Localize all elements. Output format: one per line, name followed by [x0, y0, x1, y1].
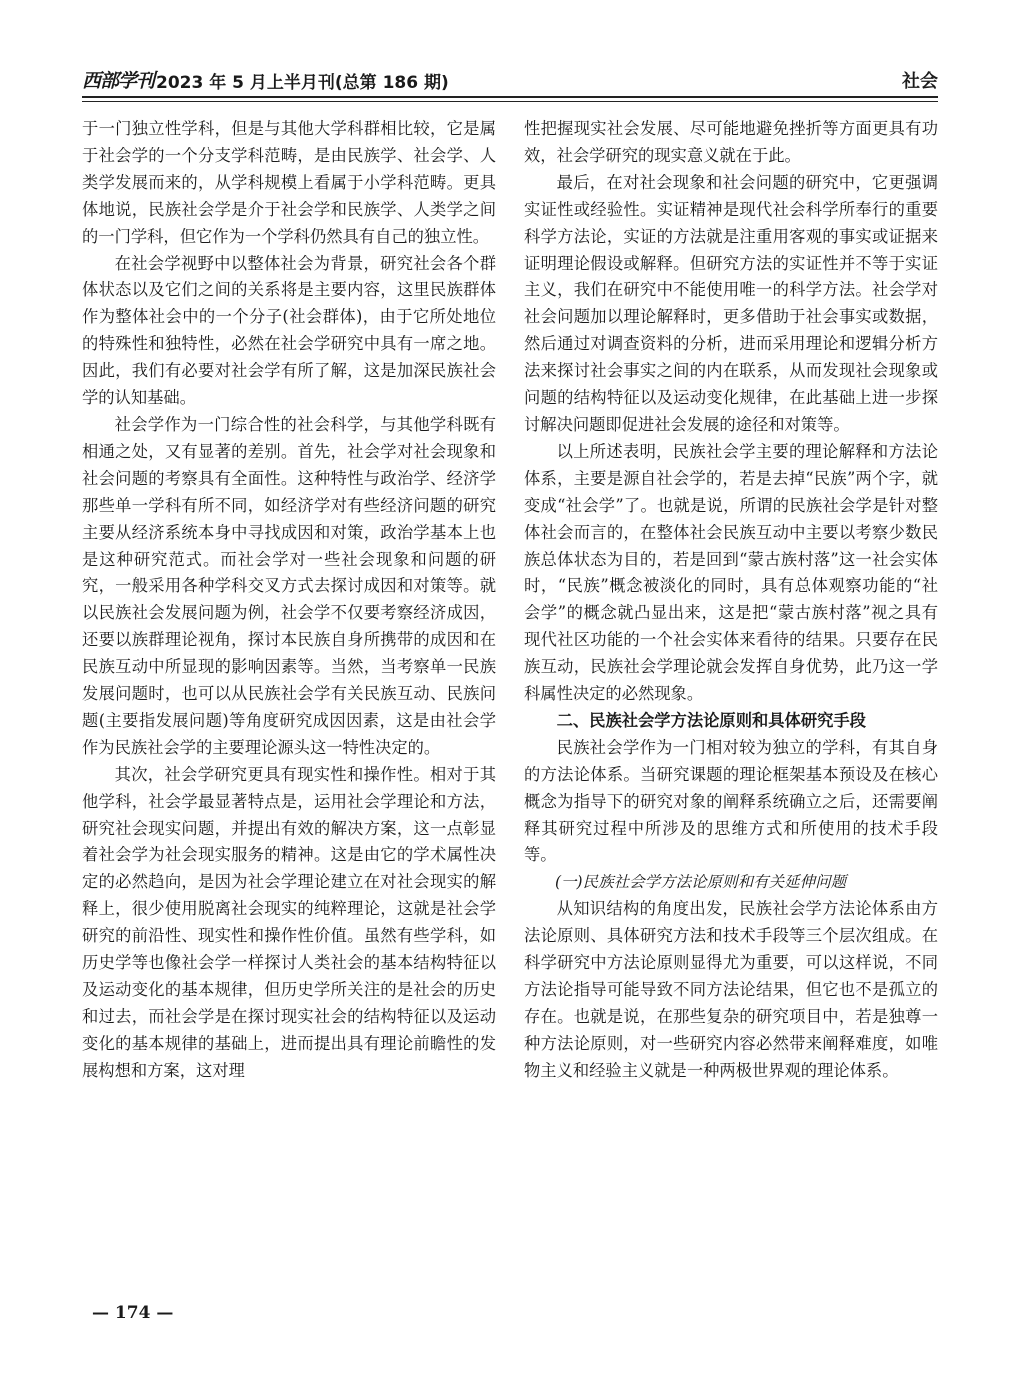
paragraph: 在社会学视野中以整体社会为背景，研究社会各个群体状态以及它们之间的关系将是主要内容，这里民族群体作为整体社会中的一个分子(社会群体)，由于它所处地位的特殊性和独特性，必然在社会学研究中具有一席之地。因此，我们有必要对社会学有所了解，这是加深民族社会学的认知基础。	[82, 253, 496, 408]
paragraph: 其次，社会学研究更具有现实性和操作性。相对于其他学科，社会学最显著特点是，运用社会学理论和方法，研究社会现实问题，并提出有效的解决方案，这一点彰显着社会学为社会现实服务的精神。这是由它的学术属性决定的必然趋向，是因为社会学理论建立在对社会现实的解释上，很少使用脱离社会现实的纯粹理论，这就是社会学研究的前沿性、现实性和操作性价值。虽然有些学科，如历史学等也像社会学一样探讨人类社会的基本结构特征以及运动变化的基本规律，但历史学所关注的是社会的历史和过去，而社会学是在探讨现实社会的结构特征以及运动变化的基本规律的基础上，进而提出具有理论前瞻性的发展构想和方案，这对理	[82, 764, 496, 1080]
paragraph: 社会学作为一门综合性的社会科学，与其他学科既有相通之处，又有显著的差别。首先，社会学对社会现象和社会问题的考察具有全面性。这种特性与政治学、经济学那些单一学科有所不同，如经济学对有些经济问题的研究主要从经济系统本身中寻找成因和对策，政治学基本上也是这种研究范式。而社会学对一些社会现象和问题的研究，一般采用各种学科交叉方式去探讨成因和对策等。就以民族社会发展问题为例，社会学不仅要考察经济成因，还要以族群理论视角，探讨本民族自身所携带的成因和在民族互动中所显现的影响因素等。当然，当考察单一民族发展问题时，也可以从民族社会学有关民族互动、民族问题(主要指发展问题)等角度研究成因因素，这是由社会学作为民族社会学的主要理论源头这一特性决定的。	[82, 414, 496, 757]
journal-logo: 西部学刊	[82, 70, 155, 92]
subsection-heading: (一)民族社会学方法论原则和有关延伸问题	[555, 873, 847, 892]
paragraph: 民族社会学作为一门相对较为独立的学科，有其自身的方法论体系。当研究课题的理论框架基本预设及在核心概念为指导下的研究对象的阐释系统确立之后，还需要阐释其研究过程中所涉及的思维方式和所使用的技术手段等。	[524, 737, 938, 865]
left-column	[82, 116, 496, 1085]
right-column	[524, 116, 938, 1085]
page-number: — 174 —	[92, 1303, 174, 1323]
header-left	[82, 66, 449, 93]
paragraph: 最后，在对社会现象和社会问题的研究中，它更强调实证性或经验性。实证精神是现代社会科学所奉行的重要科学方法论，实证的方法就是注重用客观的事实或证据来证明理论假设或解释。但研究方法的实证性并不等于实证主义，我们在研究中不能使用唯一的科学方法。社会学对社会问题加以理论解释时，更多借助于社会事实或数据，然后通过对调查资料的分析，进而采用理论和逻辑分析方法来探讨社会事实之间的内在联系，从而发现社会现象或问题的结构特征以及运动变化规律，在此基础上进一步探讨解决问题即促进社会发展的途径和对策等。	[524, 172, 938, 434]
issue-info: 2023 年 5 月上半月刊(总第 186 期)	[156, 73, 449, 93]
section-heading: 二、民族社会学方法论原则和具体研究手段	[556, 710, 866, 730]
paragraph: 性把握现实社会发展、尽可能地避免挫折等方面更具有功效，社会学研究的现实意义就在于此。	[524, 119, 938, 165]
paragraph: 以上所述表明，民族社会学主要的理论解释和方法论体系，主要是源自社会学的，若是去掉“民族”两个字，就变成“社会学”了。也就是说，所谓的民族社会学是针对整体社会而言的，在整体社会民族互动中主要以考察少数民族总体状态为目的，若是回到“蒙古族村落”这一社会实体时，“民族”概念被淡化的同时，具有总体观察功能的“社会学”的概念就凸显出来，这是把“蒙古族村落”视之具有现代社区功能的一个社会实体来看待的结果。只要存在民族互动，民族社会学理论就会发挥自身优势，此乃这一学科属性决定的必然现象。	[524, 441, 938, 704]
paragraph: 从知识结构的角度出发，民族社会学方法论体系由方法论原则、具体研究方法和技术手段等三个层次组成。在科学研究中方法论原则显得尤为重要，可以这样说，不同方法论指导可能导致不同方法论结果，但它也不是孤立的存在。也就是说，在那些复杂的研究项目中，若是独尊一种方法论原则，对一些研究内容必然带来阐释难度，如唯物主义和经验主义就是一种两极世界观的理论体系。	[524, 899, 938, 1080]
running-header	[82, 68, 938, 98]
paragraph: 于一门独立性学科，但是与其他大学科群相比较，它是属于社会学的一个分支学科范畴，是由民族学、社会学、人类学发展而来的，从学科规模上看属于小学科范畴。更具体地说，民族社会学是介于社会学和民族学、人类学之间的一门学科，但它作为一个学科仍然具有自己的独立性。	[82, 119, 496, 246]
header-rule	[82, 101, 938, 102]
section-label: 社会	[902, 71, 938, 92]
